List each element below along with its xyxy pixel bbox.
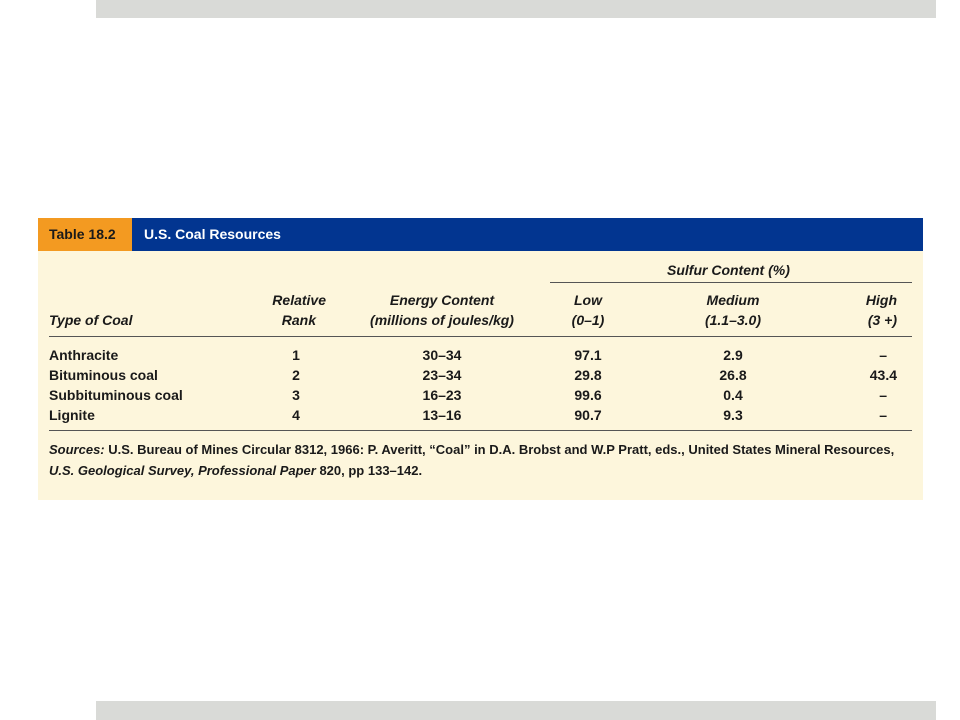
cell-medium: 2.9 bbox=[723, 347, 743, 363]
table-header-strip bbox=[38, 218, 923, 251]
cell-type: Bituminous coal bbox=[49, 367, 158, 383]
cell-high: – bbox=[879, 387, 887, 403]
header-rule bbox=[49, 336, 912, 337]
cell-rank: 3 bbox=[292, 387, 300, 403]
col-rank-line1: Relative bbox=[272, 292, 326, 308]
cell-type: Anthracite bbox=[49, 347, 119, 363]
cell-medium: 9.3 bbox=[723, 407, 743, 423]
table-sources bbox=[49, 439, 919, 481]
footer-rule bbox=[49, 430, 912, 431]
cell-energy: 16–23 bbox=[422, 387, 462, 403]
sources-text-2: 820, pp 133–142. bbox=[315, 463, 423, 478]
cell-high: – bbox=[879, 347, 887, 363]
coal-resources-table bbox=[38, 218, 923, 500]
cell-high: – bbox=[879, 407, 887, 423]
col-rank-line2: Rank bbox=[281, 312, 316, 328]
cell-rank: 2 bbox=[292, 367, 300, 383]
cell-low: 90.7 bbox=[574, 407, 602, 423]
table-number: Table 18.2 bbox=[38, 218, 132, 251]
cell-medium: 0.4 bbox=[723, 387, 743, 403]
col-medium-line2: (1.1–3.0) bbox=[704, 312, 762, 328]
col-type: Type of Coal bbox=[49, 312, 133, 328]
cell-rank: 1 bbox=[292, 347, 300, 363]
col-high-line2: (3 +) bbox=[867, 312, 897, 328]
sources-italic-2: U.S. Geological Survey, Professional Paper bbox=[49, 463, 316, 478]
col-high-line1: High bbox=[865, 292, 897, 308]
cell-low: 97.1 bbox=[574, 347, 602, 363]
cell-energy: 23–34 bbox=[422, 367, 462, 383]
sources-text-1: U.S. Bureau of Mines Circular 8312, 1966: P. Averitt, “Coal” in D.A. Brobst and W.P Pratt, eds., United States Mineral Resources, bbox=[104, 442, 895, 457]
top-frame-bar bbox=[96, 0, 936, 18]
cell-type: Lignite bbox=[49, 407, 95, 423]
bottom-frame-bar bbox=[96, 701, 936, 720]
col-low-line1: Low bbox=[574, 292, 602, 308]
col-energy-line2: (millions of joules/kg) bbox=[370, 312, 514, 328]
cell-medium: 26.8 bbox=[719, 367, 747, 383]
sulfur-group-rule bbox=[550, 282, 912, 283]
cell-energy: 30–34 bbox=[422, 347, 462, 363]
sources-label: Sources: bbox=[49, 442, 105, 457]
cell-high: 43.4 bbox=[869, 367, 897, 383]
cell-energy: 13–16 bbox=[422, 407, 462, 423]
cell-type: Subbituminous coal bbox=[49, 387, 183, 403]
col-low-line2: (0–1) bbox=[571, 312, 605, 328]
col-medium-line1: Medium bbox=[706, 292, 760, 308]
cell-low: 99.6 bbox=[574, 387, 602, 403]
sulfur-group-header: Sulfur Content (%) bbox=[667, 262, 790, 278]
col-energy-line1: Energy Content bbox=[389, 292, 495, 308]
cell-low: 29.8 bbox=[574, 367, 602, 383]
table-title: U.S. Coal Resources bbox=[144, 226, 281, 242]
cell-rank: 4 bbox=[292, 407, 300, 423]
